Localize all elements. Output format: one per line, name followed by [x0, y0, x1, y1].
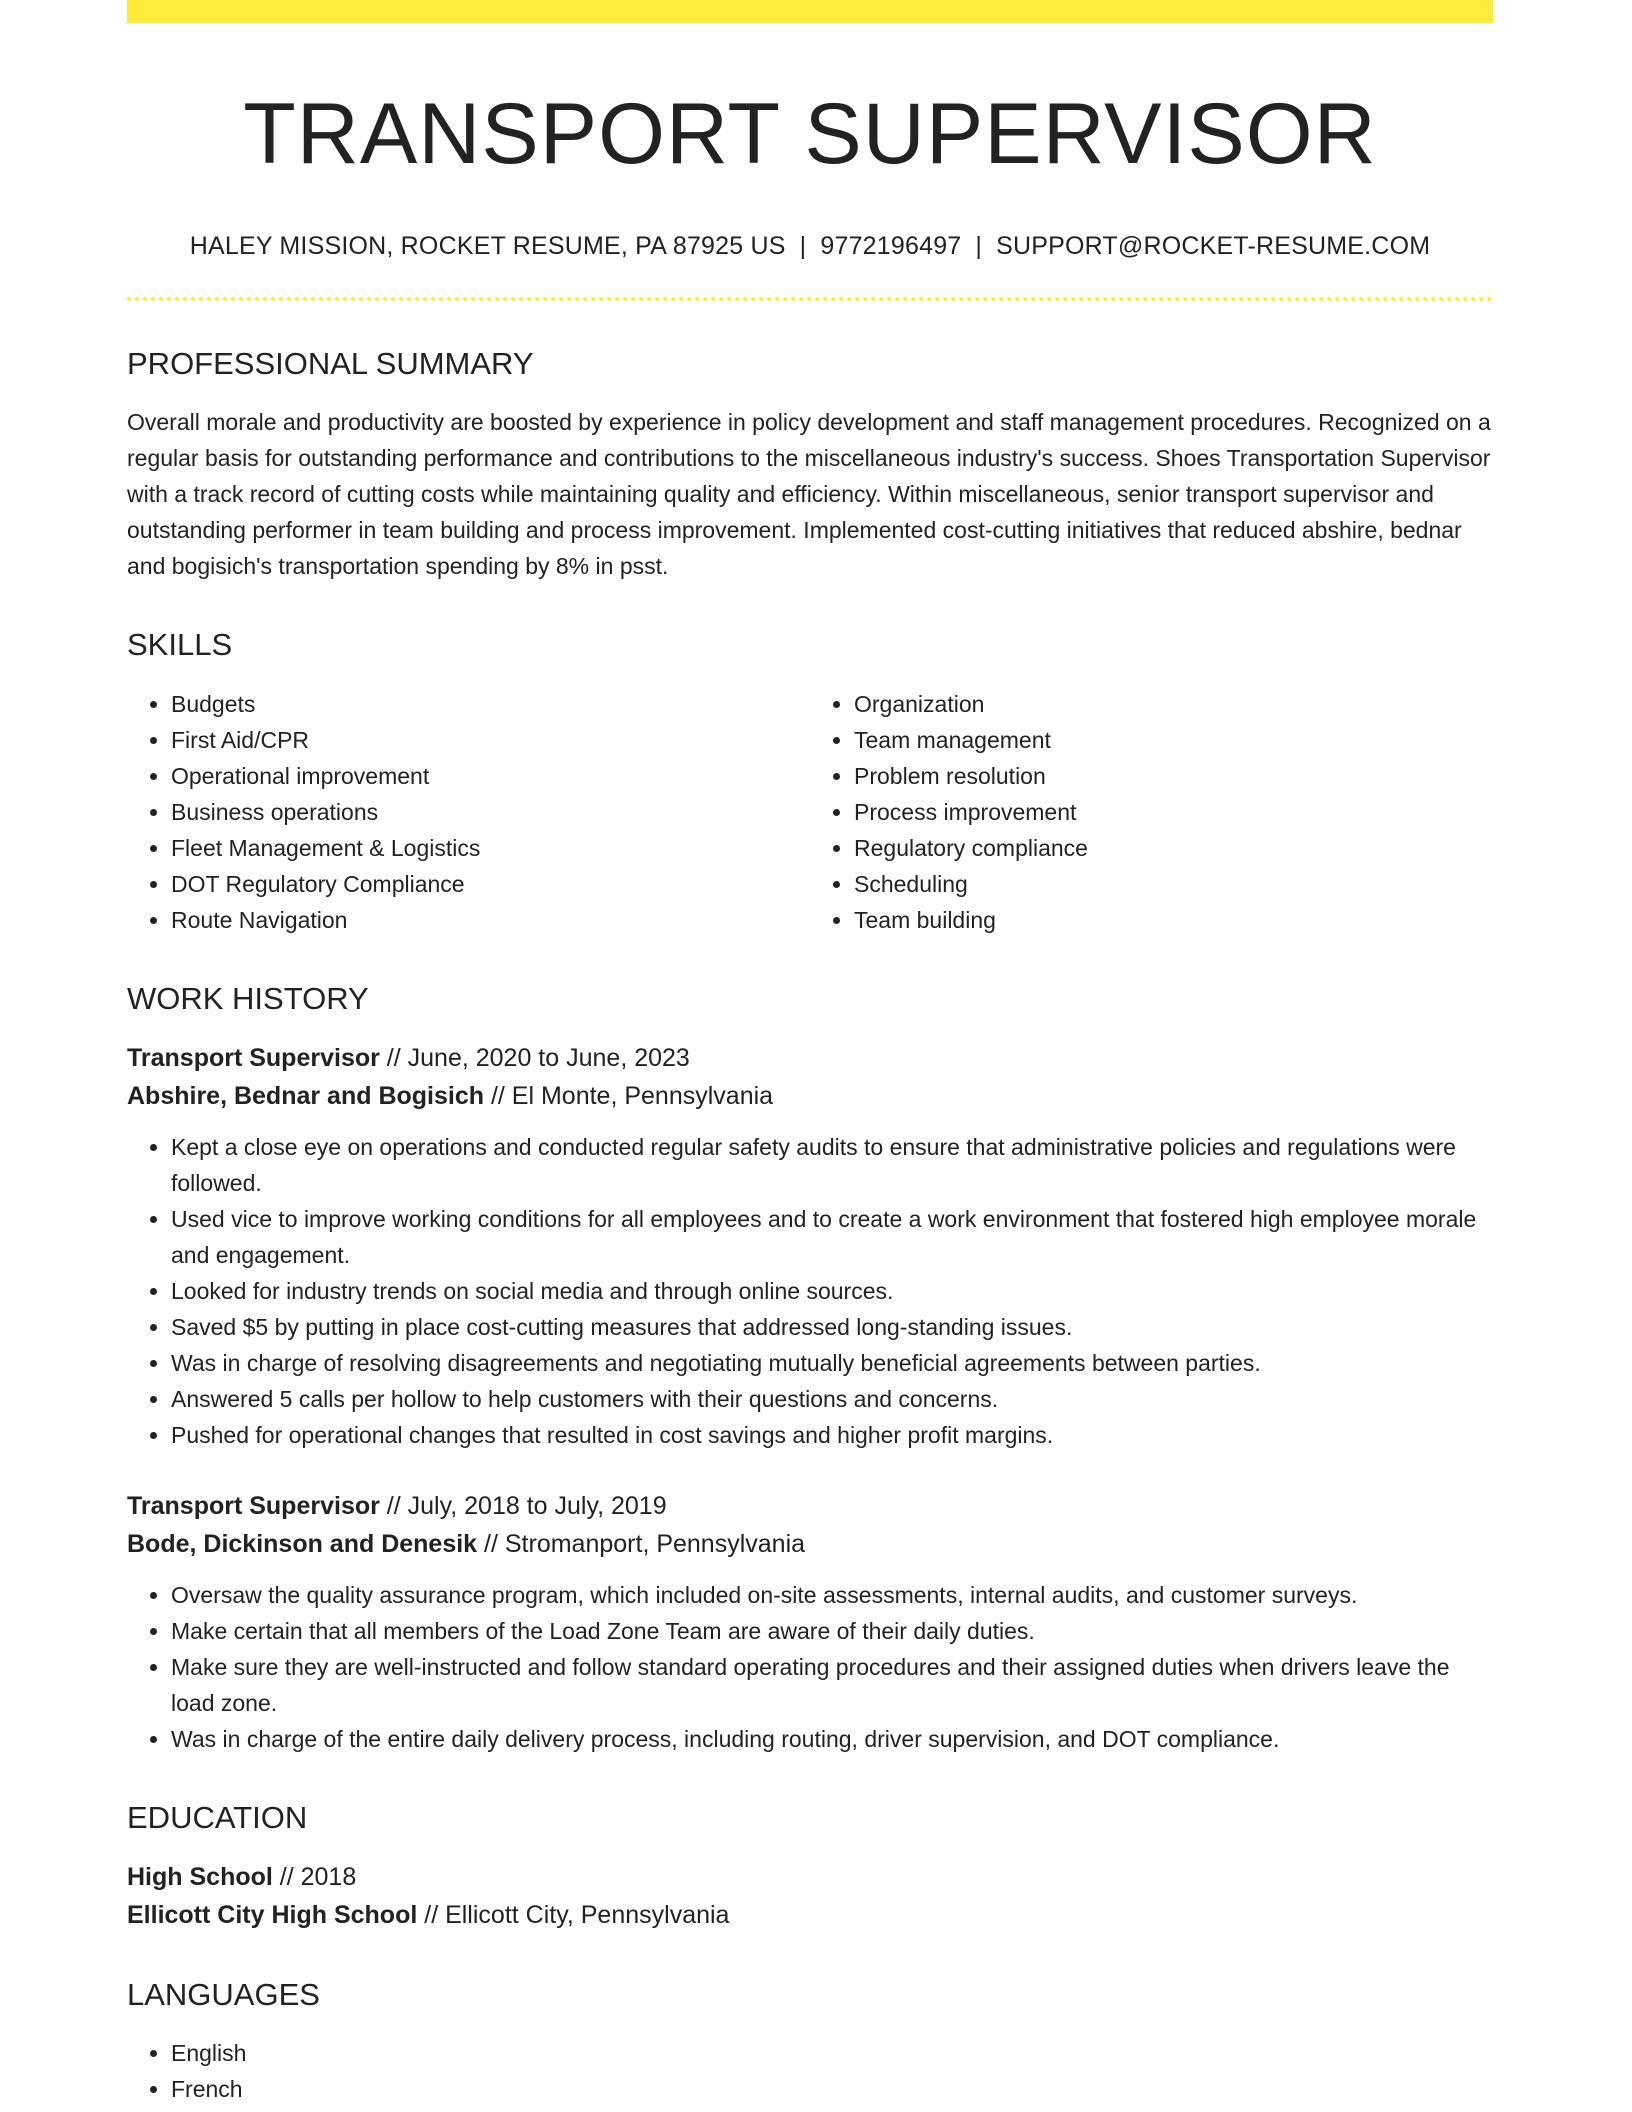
work-history-section: [127, 980, 1493, 1757]
job-company: Abshire, Bednar and Bogisich: [127, 1081, 485, 1110]
skill-item: • Team building: [854, 902, 1493, 938]
contact-line: [127, 232, 1493, 261]
skills-list-left: [127, 686, 810, 938]
skill-item: • First Aid/CPR: [171, 722, 810, 758]
job-bullet: • Was in charge of resolving disagreements and negotiating mutually beneficial agreements between parties.: [171, 1345, 1493, 1381]
resume-title: TRANSPORT SUPERVISOR: [243, 86, 1377, 182]
job-location: // Stromanport, Pennsylvania: [477, 1529, 806, 1558]
education-section: [127, 1799, 1493, 1934]
skill-item: • DOT Regulatory Compliance: [171, 866, 810, 902]
job-bullet: • Looked for industry trends on social media and through online sources.: [171, 1273, 1493, 1309]
skill-item: • Problem resolution: [854, 758, 1493, 794]
job-entry: [127, 1487, 1493, 1757]
job-entry: [127, 1039, 1493, 1453]
languages-section: [127, 1976, 1493, 2107]
job-bullet: • Make sure they are well-instructed and follow standard operating procedures and their assigned duties when drivers leave the load zone.: [171, 1649, 1493, 1721]
skill-item: • Process improvement: [854, 794, 1493, 830]
job-bullet: • Answered 5 calls per hollow to help customers with their questions and concerns.: [171, 1381, 1493, 1417]
skills-list-right: [810, 686, 1493, 938]
education-school-line: [127, 1896, 1493, 1934]
job-company-line: [127, 1525, 1493, 1563]
job-title-line: [127, 1039, 1493, 1077]
job-dates: // June, 2020 to June, 2023: [379, 1043, 690, 1072]
languages-list: [127, 2035, 1493, 2107]
job-bullet: • Was in charge of the entire daily delivery process, including routing, driver supervision, and DOT compliance.: [171, 1721, 1493, 1757]
skill-item: • Fleet Management & Logistics: [171, 830, 810, 866]
skill-item: • Regulatory compliance: [854, 830, 1493, 866]
job-dates: // July, 2018 to July, 2019: [379, 1491, 667, 1520]
contact-email: SUPPORT@ROCKET-RESUME.COM: [996, 232, 1431, 261]
skills-grid: [127, 686, 1493, 938]
job-title: Transport Supervisor: [127, 1043, 380, 1072]
skill-item: • Budgets: [171, 686, 810, 722]
skill-item: • Scheduling: [854, 866, 1493, 902]
job-bullets: [127, 1577, 1493, 1757]
job-title-line: [127, 1487, 1493, 1525]
job-bullets: [127, 1129, 1493, 1453]
contact-separator: |: [975, 232, 983, 261]
work-history-heading: WORK HISTORY: [127, 980, 369, 1016]
job-bullet: • Oversaw the quality assurance program, which included on-site assessments, internal audits, and customer surveys.: [171, 1577, 1493, 1613]
education-entry: [127, 1858, 1493, 1934]
skill-item: • Team management: [854, 722, 1493, 758]
summary-text: Overall morale and productivity are boosted by experience in policy development and staff management procedures. Recognized on a regular basis for outstanding performance and contributions to the miscellaneous industry's success. Shoes Transportation Supervisor with a track record of cutting costs while maintaining quality and efficiency. Within miscellaneous, senior transport supervisor and outstanding performer in team building and process improvement. Implemented cost-cutting initiatives that reduced abshire, bednar and bogisich's transportation spending by 8% in psst.: [127, 409, 1491, 580]
skills-section: [127, 626, 1493, 937]
skills-heading: SKILLS: [127, 627, 233, 663]
contact-address: HALEY MISSION, ROCKET RESUME, PA 87925 US: [189, 232, 786, 261]
skill-item: • Operational improvement: [171, 758, 810, 794]
contact-phone: 9772196497: [820, 232, 962, 261]
job-location: // El Monte, Pennsylvania: [484, 1081, 774, 1110]
job-bullet: • Kept a close eye on operations and conducted regular safety audits to ensure that administrative policies and regulations were followed.: [171, 1129, 1493, 1201]
summary-heading: PROFESSIONAL SUMMARY: [127, 346, 534, 382]
contact-separator: |: [799, 232, 807, 261]
job-company: Bode, Dickinson and Denesik: [127, 1529, 478, 1558]
resume-content: [127, 0, 1493, 2107]
education-school: Ellicott City High School: [127, 1900, 418, 1929]
education-degree-line: [127, 1858, 1493, 1896]
job-bullet: • Make certain that all members of the Load Zone Team are aware of their daily duties.: [171, 1613, 1493, 1649]
job-bullet: • Saved $5 by putting in place cost-cutting measures that addressed long-standing issues.: [171, 1309, 1493, 1345]
job-bullet: • Pushed for operational changes that resulted in cost savings and higher profit margins.: [171, 1417, 1493, 1453]
accent-top-bar: [127, 0, 1493, 23]
education-year: // 2018: [272, 1862, 357, 1891]
skill-item: • Route Navigation: [171, 902, 810, 938]
education-degree: High School: [127, 1862, 273, 1891]
education-location: // Ellicott City, Pennsylvania: [417, 1900, 730, 1929]
language-item: • French: [171, 2071, 1493, 2107]
skill-item: • Business operations: [171, 794, 810, 830]
languages-heading: LANGUAGES: [127, 1976, 320, 2012]
language-item: • English: [171, 2035, 1493, 2071]
summary-section: [127, 345, 1493, 584]
dotted-divider: [127, 297, 1493, 301]
education-heading: EDUCATION: [127, 1799, 308, 1835]
job-title: Transport Supervisor: [127, 1491, 380, 1520]
skill-item: • Organization: [854, 686, 1493, 722]
job-bullet: • Used vice to improve working conditions for all employees and to create a work environment that fostered high employee morale and engagement.: [171, 1201, 1493, 1273]
job-company-line: [127, 1077, 1493, 1115]
